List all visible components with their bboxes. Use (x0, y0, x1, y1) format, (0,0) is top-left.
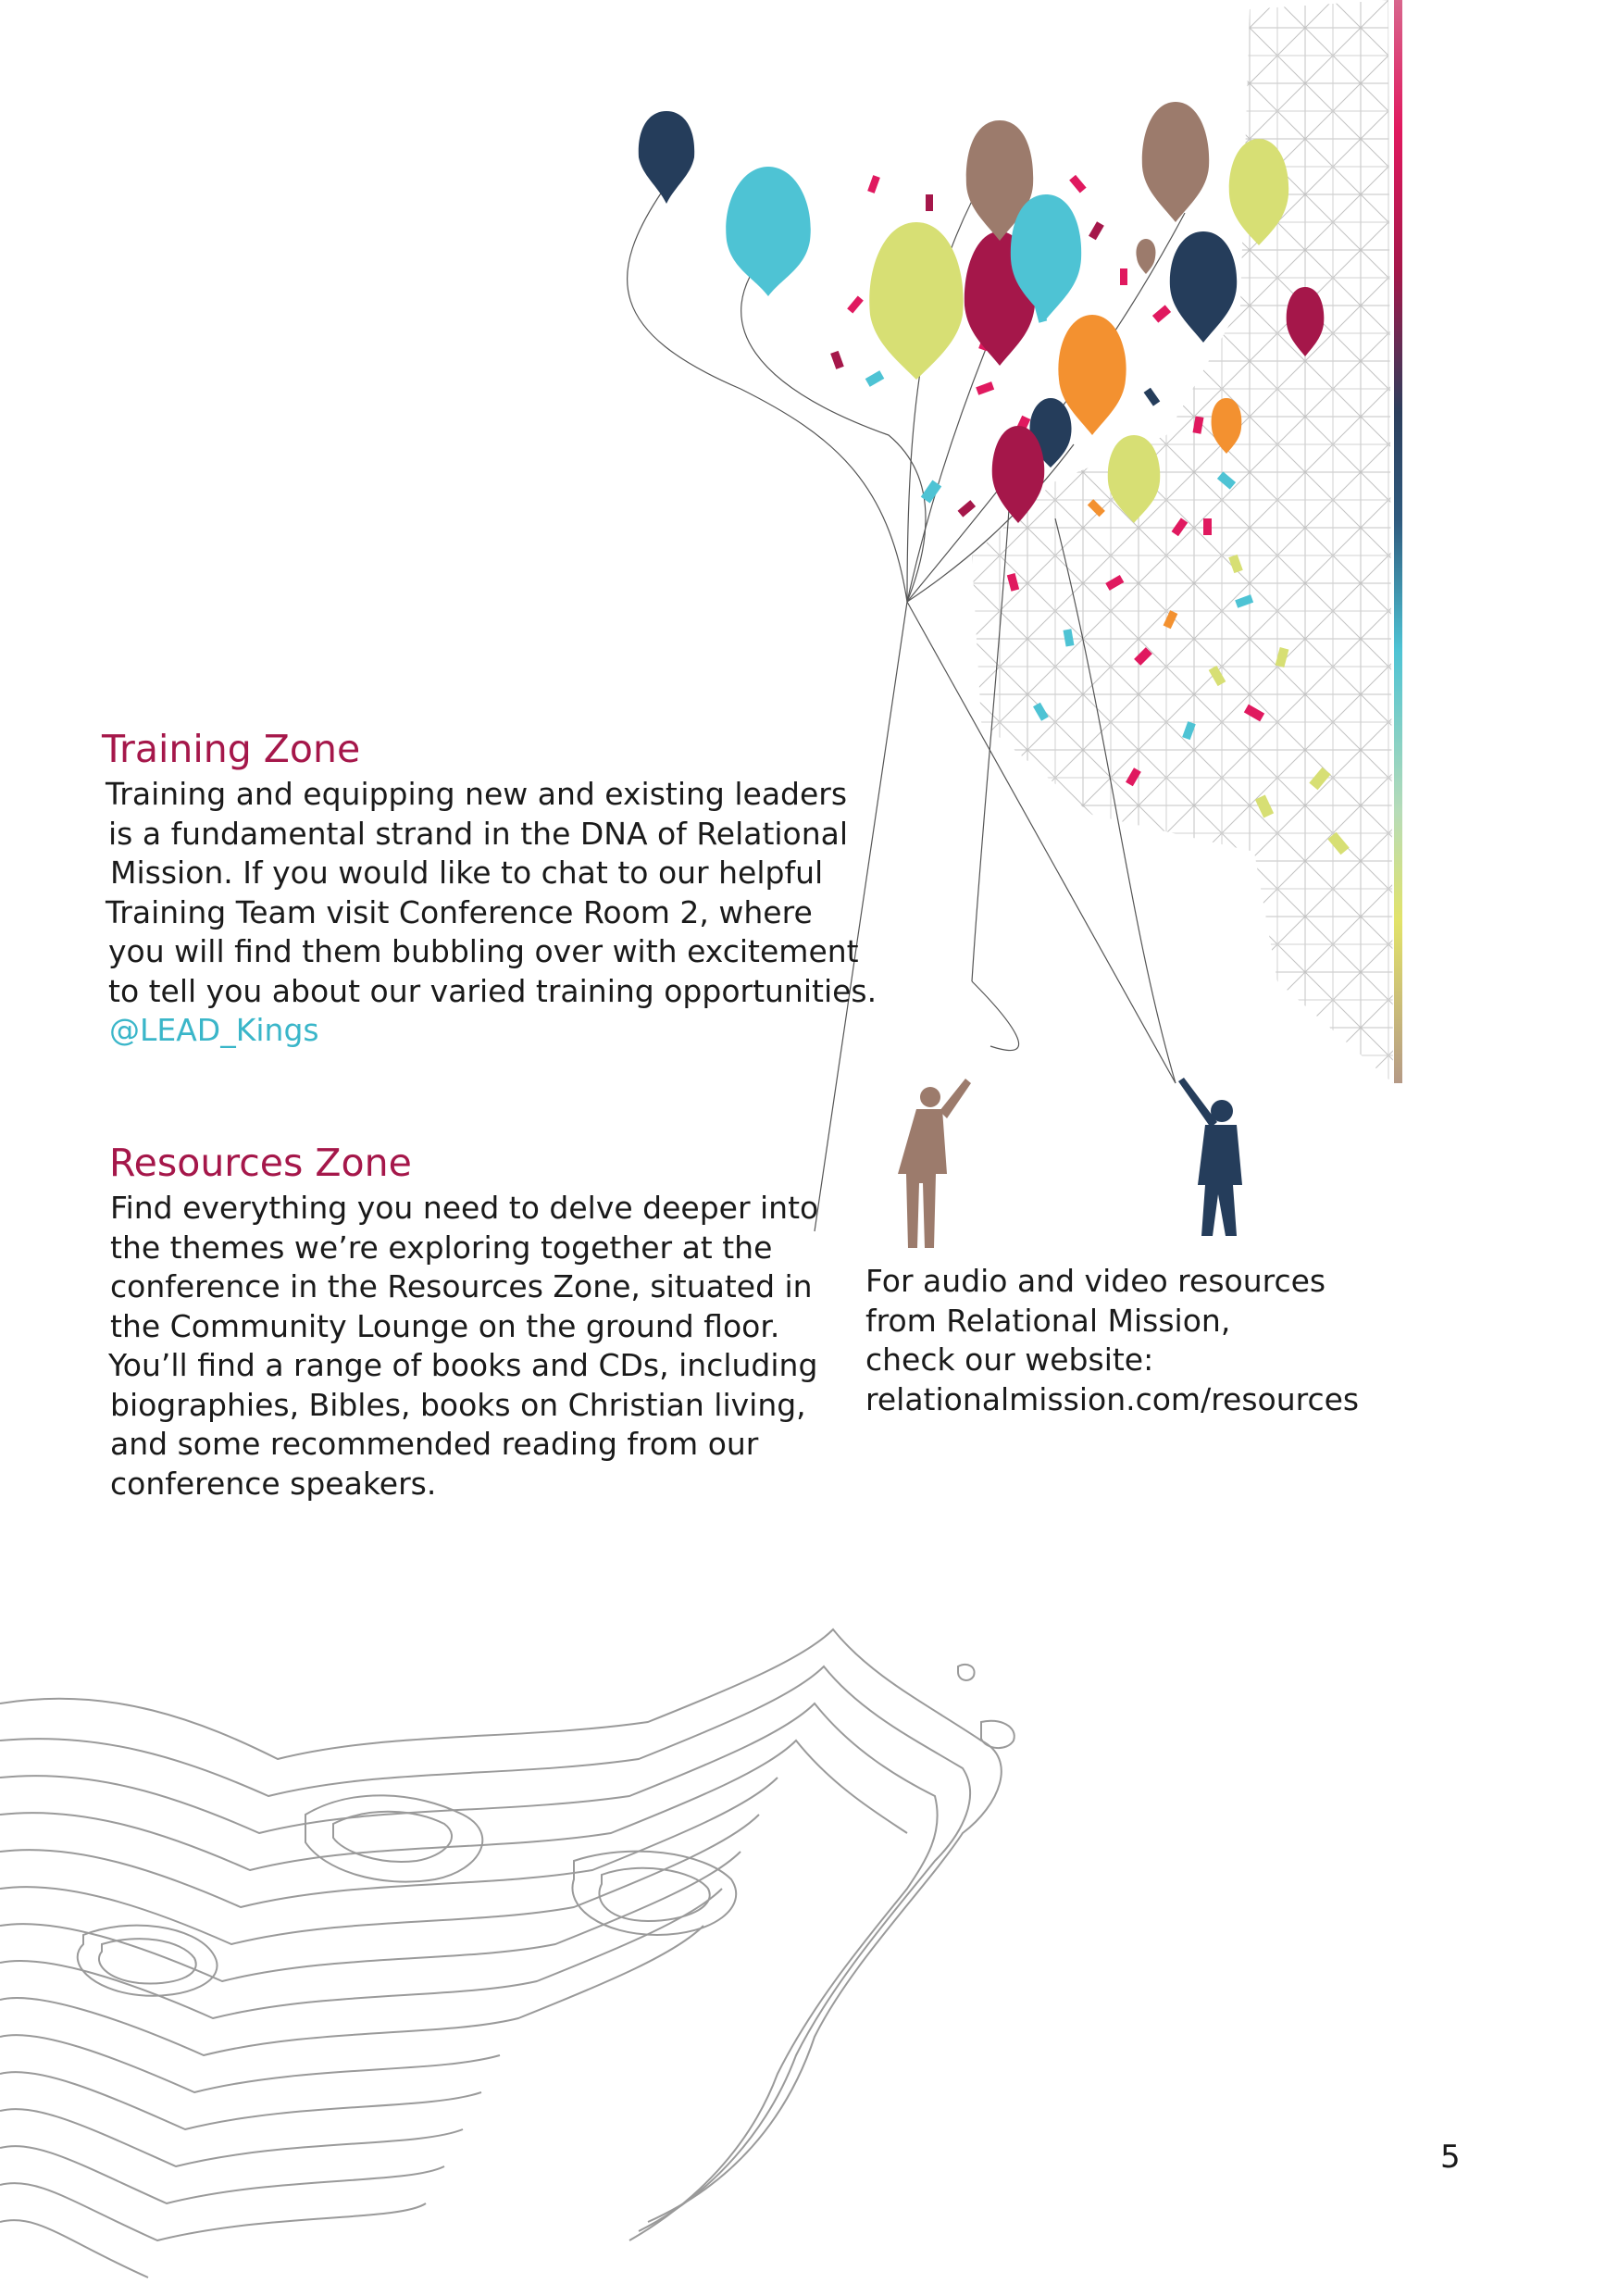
topographic-contours (0, 1629, 1014, 2277)
training-line: Training and equipping new and existing leaders (106, 776, 848, 812)
page-number: 5 (1440, 2139, 1461, 2176)
resources-zone-heading: Resources Zone (109, 1141, 412, 1185)
resources-line: the themes we’re exploring together at the (110, 1229, 773, 1266)
balloon-cyan-left (726, 167, 811, 296)
balloon-lime-left (869, 222, 964, 380)
person-navy (1178, 1078, 1242, 1236)
balloon-taupe-small (1136, 239, 1155, 274)
balloon-navy-top (639, 111, 694, 204)
resources-line: the Community Lounge on the ground floor. (110, 1307, 780, 1344)
resources-line: You’ll find a range of books and CDs, including (108, 1347, 818, 1383)
balloon-taupe-right (1142, 102, 1209, 222)
resources-line: and some recommended reading from our (110, 1426, 759, 1462)
balloon-navy-right (1170, 231, 1237, 343)
resources-zone-text (110, 1189, 818, 1504)
training-line: is a fundamental strand in the DNA of Relational (108, 815, 849, 852)
training-line: you will find them bubbling over with excitement (108, 933, 859, 969)
resources-url-link[interactable]: relationalmission.com/resources (865, 1380, 1360, 1417)
training-line: Mission. If you would like to chat to our helpful (110, 855, 824, 891)
training-line: to tell you about our varied training opportunities. (108, 972, 877, 1009)
training-zone-heading: Training Zone (102, 727, 361, 771)
audio-line: check our website: (865, 1341, 1154, 1378)
resources-line: Find everything you need to delve deeper into (110, 1190, 819, 1226)
gradient-side-bar (1394, 0, 1402, 1083)
resources-line: biographies, Bibles, books on Christian living, (110, 1386, 806, 1423)
audio-line: from Relational Mission, (865, 1302, 1231, 1339)
people-silhouettes (898, 1078, 1242, 1248)
training-zone-text (106, 775, 877, 1051)
training-line: Training Team visit Conference Room 2, where (106, 893, 813, 930)
person-taupe (898, 1079, 971, 1248)
resources-line: conference speakers. (110, 1465, 437, 1502)
audio-line: For audio and video resources (865, 1263, 1326, 1299)
audio-video-note (865, 1262, 1359, 1419)
twitter-handle[interactable]: @LEAD_Kings (109, 1012, 319, 1048)
resources-line: conference in the Resources Zone, situated in (110, 1268, 813, 1304)
